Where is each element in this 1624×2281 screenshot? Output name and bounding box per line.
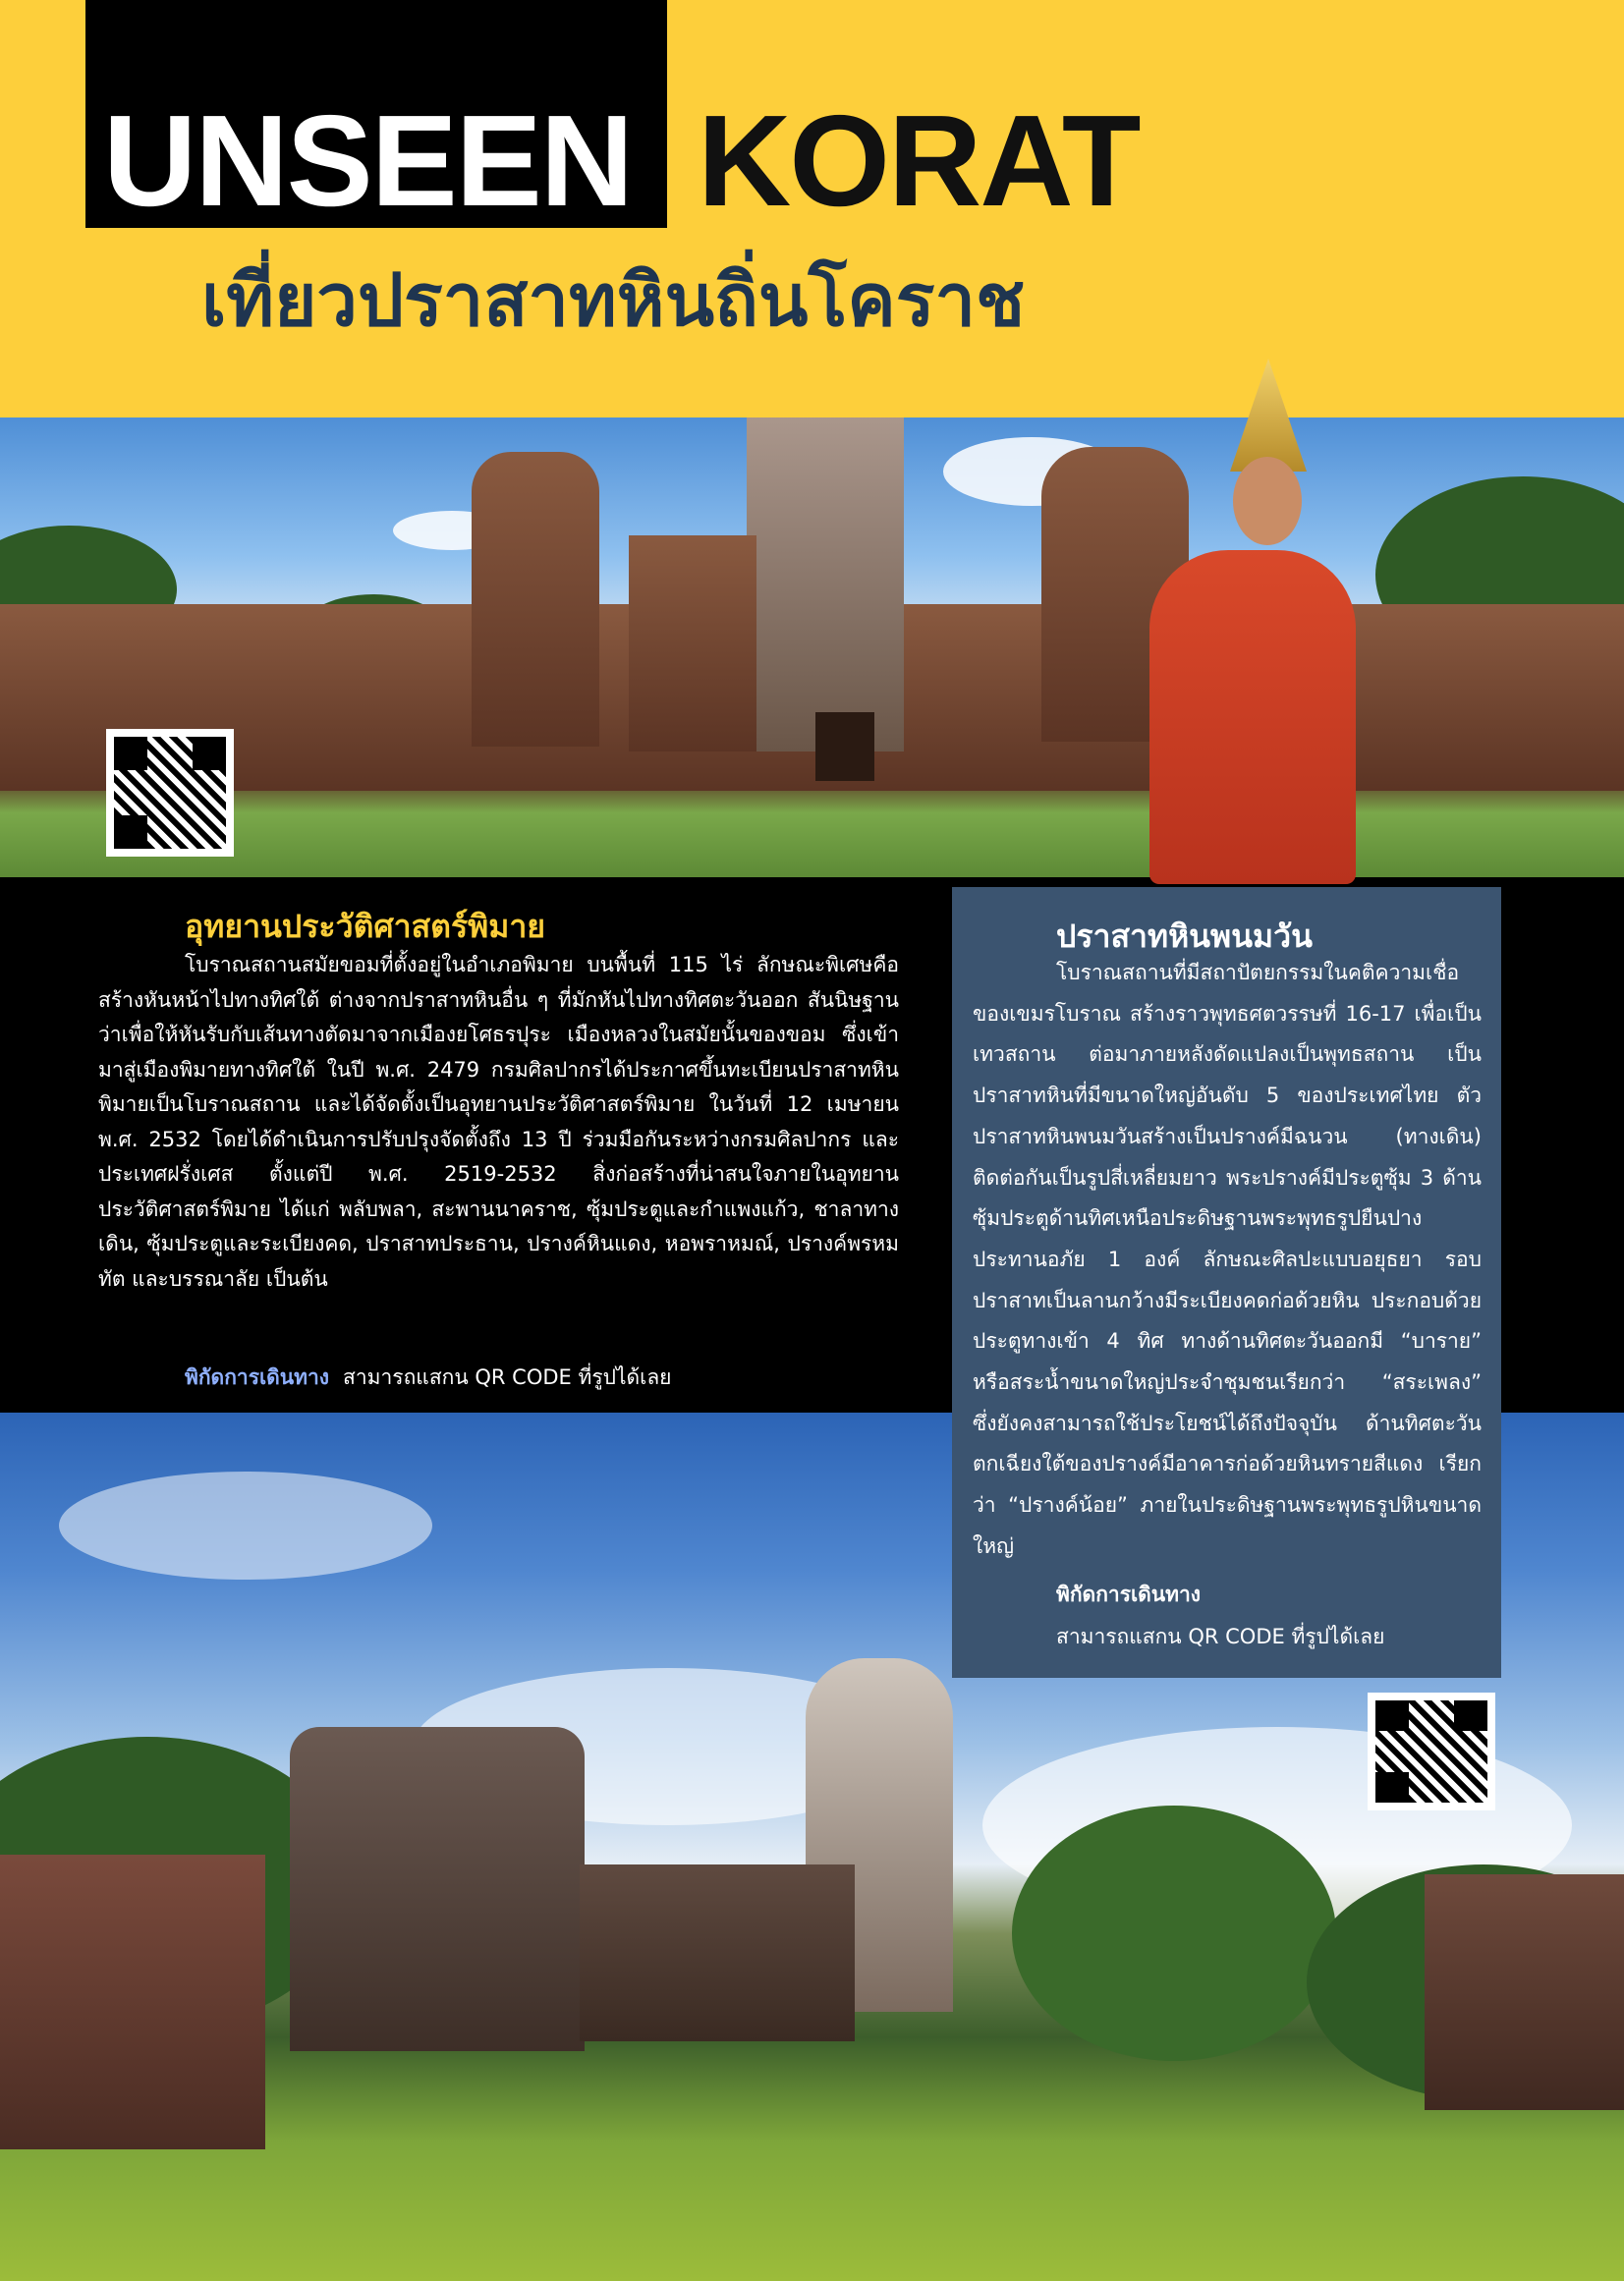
- section2-directions-text: สามารถแสกน QR CODE ที่รูปได้เลย: [1056, 1625, 1385, 1648]
- section2-directions-label: พิกัดการเดินทาง: [1056, 1583, 1202, 1606]
- title-word-unseen: UNSEEN: [103, 88, 633, 233]
- section2-body: [973, 953, 1482, 1568]
- section1-title: อุทยานประวัติศาสตร์พิมาย: [185, 908, 546, 945]
- qr-code-icon[interactable]: [1368, 1693, 1495, 1810]
- section1-directions: [185, 1362, 672, 1394]
- qr-code-icon[interactable]: [106, 729, 234, 857]
- phimai-temple-photo: [0, 417, 1624, 877]
- section1-directions-label: พิกัดการเดินทาง: [185, 1365, 330, 1389]
- subtitle: เที่ยวปราสาทหินถิ่นโคราช: [201, 258, 1026, 343]
- thai-dancer-figure: [1149, 550, 1356, 884]
- section1-paragraph: โบราณสถานสมัยขอมที่ตั้งอยู่ในอำเภอพิมาย บนพื้นที่ 115 ไร่ ลักษณะพิเศษคือสร้างหันหน้าไปทางทิศใต้ ต่างจากปราสาทหินอื่น ๆ ที่มักหันไปทางทิศตะวันออก สันนิษฐานว่าเพื่อให้หันรับกับเส้นทางตัดมาจากเมืองยโศธรปุระ เมืองหลวงในสมัยนั้นของขอม ซึ่งเข้ามาสู่เมืองพิมายทางทิศใต้ ในปี พ.ศ. 2479 กรมศิลปากรได้ประกาศขึ้นทะเบียนปราสาทหินพิมายเป็นโบราณสถาน และได้จัดตั้งเป็นอุทยานประวัติศาสตร์พิมาย ในวันที่ 12 เมษายน พ.ศ. 2532 โดยได้ดำเนินการปรับปรุงจัดตั้งถึง 13 ปี ร่วมมือกันระหว่างกรมศิลปากร และประเทศฝรั่งเศส ตั้งแต่ปี พ.ศ. 2519-2532 สิ่งก่อสร้างที่น่าสนใจภายในอุทยานประวัติศาสตร์พิมาย ได้แก่ พลับพลา, สะพานนาคราช, ซุ้มประตูและกำแพงแก้ว, ชาลาทางเดิน, ซุ้มประตูและระเบียงคด, ปราสาทประธาน, ปรางค์หินแดง, หอพราหมณ์, ปรางค์พรหมทัต และบรรณาลัย เป็นต้น: [98, 953, 899, 1291]
- section1-body: [98, 948, 899, 1297]
- section2-paragraph: โบราณสถานที่มีสถาปัตยกรรมในคติความเชื่อของเขมรโบราณ สร้างราวพุทธศตวรรษที่ 16-17 เพื่อเป็นเทวสถาน ต่อมาภายหลังดัดแปลงเป็นพุทธสถาน เป็นปราสาทหินที่มีขนาดใหญ่อันดับ 5 ของประเทศไทย ตัวปราสาทหินพนมวันสร้างเป็นปรางค์มีฉนวน (ทางเดิน) ติดต่อกันเป็นรูปสี่เหลี่ยมยาว พระปรางค์มีประตูซุ้ม 3 ด้าน ซุ้มประตูด้านทิศเหนือประดิษฐานพระพุทธรูปยืนปางประทานอภัย 1 องค์ ลักษณะศิลปะแบบอยุธยา รอบปราสาทเป็นลานกว้างมีระเบียงคดก่อด้วยหิน ประกอบด้วยประตูทางเข้า 4 ทิศ ทางด้านทิศตะวันออกมี “บาราย” หรือสระน้ำขนาดใหญ่ประจำชุมชนเรียกว่า “สระเพลง” ซึ่งยังคงสามารถใช้ประโยชน์ได้ถึงปัจจุบัน ด้านทิศตะวันตกเฉียงใต้ของปรางค์มีอาคารก่อด้วยหินทรายสีแดง เรียกว่า “ปรางค์น้อย” ภายในประดิษฐานพระพุทธรูปหินขนาดใหญ่: [973, 961, 1482, 1558]
- dancer-head: [1233, 457, 1302, 545]
- title-word-korat: KORAT: [698, 88, 1140, 233]
- section2-title: ปราสาทหินพนมวัน: [1056, 918, 1313, 955]
- section1-directions-text: สามารถแสกน QR CODE ที่รูปได้เลย: [343, 1365, 672, 1389]
